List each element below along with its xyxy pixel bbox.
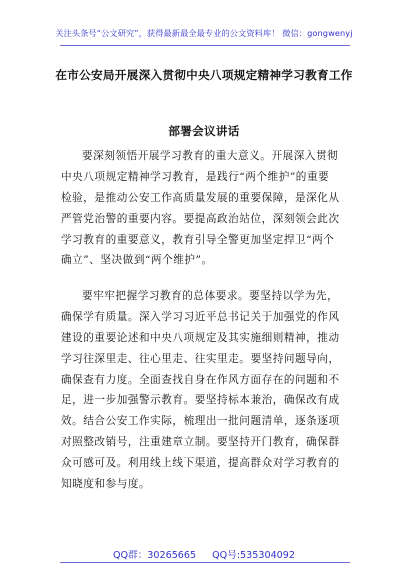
paragraph-2 <box>61 286 340 495</box>
header-divider <box>60 45 350 46</box>
footer-contact <box>0 547 408 561</box>
paragraph-line: 检验，是推动公安工作高质量发展的重要保障，是深化从 <box>61 191 340 204</box>
paragraph-line: 要牢牢把握学习教育的总体要求。要坚持以学为先， <box>82 290 339 302</box>
paragraph-line: 知晓度和参与度。 <box>61 478 151 491</box>
qq-account-number: QQ号:535304092 <box>212 550 295 561</box>
paragraph-line: 要深刻领悟开展学习教育的重大意义。开展深入贯彻 <box>82 150 339 162</box>
paragraph-line: 建设的重要论述和中央八项规定及其实施细则精神，推动 <box>61 331 340 344</box>
paragraph-line: 确保学有质量。深入学习习近平总书记关于加强党的作风 <box>61 310 340 323</box>
paragraph-line: 学习教育的重要意义，教育引导全警更加坚定捍卫“两个 <box>61 233 335 246</box>
paragraph-line: 严管党治警的重要内容。要提高政治站位，深刻领会此次 <box>61 212 340 225</box>
paragraph-line: 效。结合公安工作实际，梳理出一批问题清单，逐条逐项 <box>61 415 340 428</box>
paragraph-line: 确保查有力度。全面查找自身在作风方面存在的问题和不 <box>61 373 340 386</box>
paragraph-line: 众可感可及。利用线上线下渠道，提高群众对学习教育的 <box>61 457 340 470</box>
paragraph-line: 对照整改销号，注重建章立制。要坚持开门教育，确保群 <box>61 436 340 449</box>
header-banner: 关注头条号“公文研究”，获得最新最全最专业的公文资料库！ 微信：gongwenyj <box>55 28 353 38</box>
qq-group-number: QQ群：30265665 <box>113 550 197 561</box>
paragraph-1 <box>61 146 340 271</box>
paragraph-line: 确立”、坚决做到“两个维护”。 <box>61 254 213 267</box>
document-title: 在市公安局开展深入贯彻中央八项规定精神学习教育工作 <box>55 68 353 82</box>
paragraph-line: 学习往深里走、往心里走、往实里走。要坚持问题导向， <box>61 352 340 365</box>
footer-divider <box>60 562 350 563</box>
document-subtitle: 部署会议讲话 <box>168 124 240 138</box>
paragraph-line: 中央八项规定精神学习教育，是践行“两个维护”的重要 <box>61 170 330 183</box>
paragraph-line: 足，进一步加强警示教育。要坚持标本兼治，确保改有成 <box>61 394 340 407</box>
